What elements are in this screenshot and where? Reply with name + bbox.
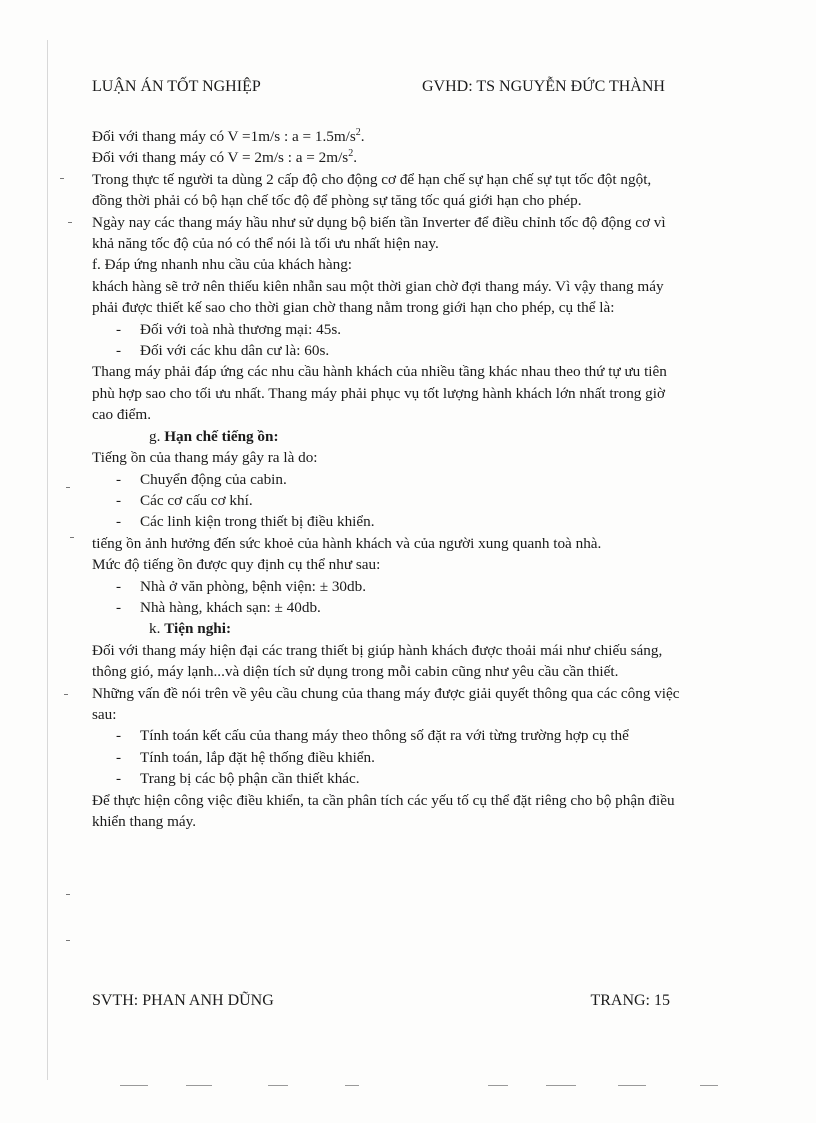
paragraph: Tiếng ồn của thang máy gây ra là do: [92, 449, 318, 467]
scan-mark [66, 894, 70, 895]
list-item: - Đối với toà nhà thương mại: 45s. [116, 320, 342, 338]
list-item: - Nhà ở văn phòng, bệnh viện: ± 30db. [116, 577, 367, 595]
scan-mark [60, 178, 64, 179]
list-item: - Tính toán kết cấu của thang máy theo thông số đặt ra với từng trường hợp cụ thể [116, 727, 629, 745]
page-header [92, 78, 668, 100]
list-item: - Trang bị các bộ phận cần thiết khác. [116, 770, 360, 788]
scan-mark [68, 222, 72, 223]
student-name: SVTH: PHAN ANH DŨNG [92, 992, 274, 1009]
acceleration-line-1: Đối với thang máy có V =1m/s : $a = 1.5m/s^2$. [92, 126, 365, 145]
work-list [92, 725, 682, 789]
scan-artifact [186, 1085, 212, 1086]
paragraph: Mức độ tiếng ồn được quy định cụ thể như sau: [92, 556, 381, 574]
binding-margin-line [47, 40, 48, 1080]
noise-level-list [92, 576, 682, 619]
scan-artifact [618, 1085, 646, 1086]
wait-time-list [92, 319, 682, 362]
paragraph: Ngày nay các thang máy hầu như sử dụng bộ biến tần Inverter để điều chỉnh tốc độ động cơ vì khả năng tốc độ của nó có thể nói là tối ưu nhất hiện nay. [92, 213, 666, 253]
list-item: - Các linh kiện trong thiết bị điều khiển. [116, 513, 375, 531]
section-heading-f: f. Đáp ứng nhanh nhu cầu của khách hàng: [92, 256, 353, 274]
scan-mark [64, 694, 68, 695]
scan-mark [70, 537, 74, 538]
scan-artifact [546, 1085, 576, 1086]
list-item: - Các cơ cấu cơ khí. [116, 491, 253, 509]
paragraph: Những vấn đề nói trên về yêu cầu chung của thang máy được giải quyết thông qua các công việc sau: [92, 684, 680, 723]
acceleration-line-2: Đối với thang máy có V = 2m/s : $a = 2m/s^2$. [92, 148, 357, 167]
supervisor-name: GVHD: TS NGUYỄN ĐỨC THÀNH [422, 78, 665, 95]
thesis-title: LUẬN ÁN TỐT NGHIỆP [92, 78, 261, 95]
page-footer [92, 992, 670, 1014]
page-number: TRANG: 15 [590, 992, 670, 1009]
list-item: - Đối với các khu dân cư là: 60s. [116, 342, 330, 360]
scan-artifact [700, 1085, 718, 1086]
list-item: - Nhà hàng, khách sạn: ± 40db. [116, 598, 321, 616]
list-item: - Tính toán, lắp đặt hệ thống điều khiển. [116, 748, 375, 766]
scan-artifact [120, 1085, 148, 1086]
scan-artifact [345, 1085, 359, 1086]
paragraph: Đối với thang máy hiện đại các trang thiết bị giúp hành khách được thoải mái như chiếu sáng, thông gió, máy lạnh...và diện tích sử dụng trong mỗi cabin cũng như yêu cầu cần thiết. [92, 641, 663, 681]
paragraph: khách hàng sẽ trở nên thiếu kiên nhẫn sau một thời gian chờ đợi thang máy. Vì vậy thang máy phải được thiết kế sao cho thời gian chờ thang nằm trong giới hạn cho phép, cụ thể là: [92, 277, 664, 317]
scan-mark [66, 940, 70, 941]
page-body [92, 126, 682, 832]
list-item: - Chuyển động của cabin. [116, 470, 287, 488]
scan-mark [66, 487, 70, 488]
scan-artifact [488, 1085, 508, 1086]
paragraph: tiếng ồn ảnh hưởng đến sức khoẻ của hành khách và của người xung quanh toà nhà. [92, 534, 602, 552]
paragraph: Thang máy phải đáp ứng các nhu cầu hành khách của nhiều tầng khác nhau theo thứ tự ưu tiên phù hợp sao cho tối ưu nhất. Thang máy phải phục vụ tốt lượng hành khách lớn nhất trong giờ cao điểm. [92, 363, 667, 424]
section-heading-k: k. Tiện nghi: [149, 620, 232, 638]
paragraph: Trong thực tế người ta dùng 2 cấp độ cho động cơ để hạn chế sự hạn chế sự tụt tốc đột ngột, đồng thời phải có bộ hạn chế tốc độ để phòng sự tăng tốc quá giới hạn cho phép. [92, 170, 652, 210]
scan-artifact [268, 1085, 288, 1086]
paragraph: Để thực hiện công việc điều khiển, ta cần phân tích các yếu tố cụ thể đặt riêng cho bộ phận điều khiển thang máy. [92, 791, 675, 830]
noise-source-list [92, 469, 682, 533]
section-heading-g: g. Hạn chế tiếng ồn: [149, 427, 279, 445]
